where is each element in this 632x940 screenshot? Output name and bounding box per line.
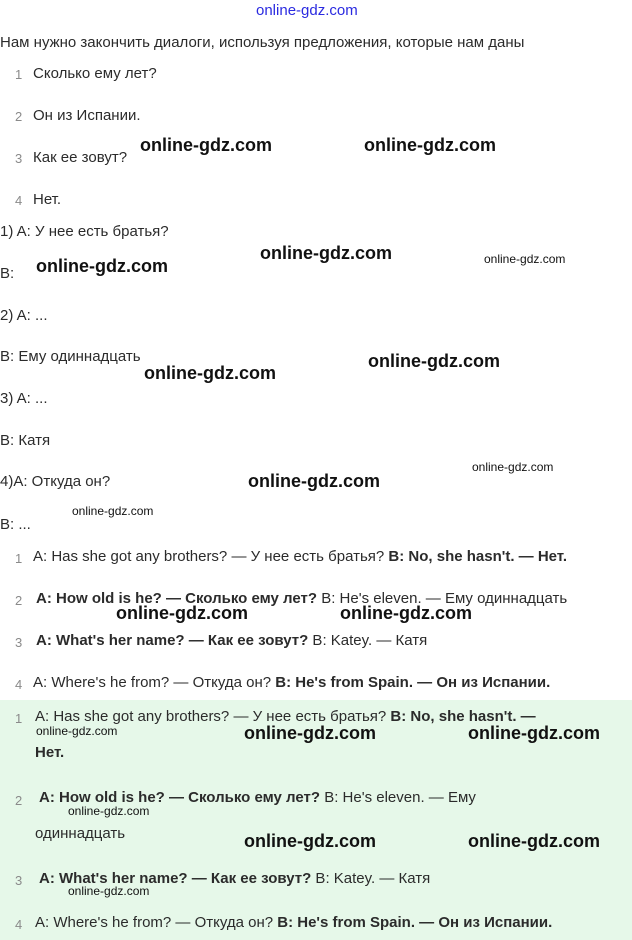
watermark: online-gdz.com bbox=[36, 256, 168, 276]
watermark: online-gdz.com bbox=[368, 351, 500, 371]
answer-plain: B: He's eleven. — Ему одиннадцать bbox=[317, 590, 568, 607]
dialogue-line: B: Катя bbox=[0, 432, 51, 449]
watermark: online-gdz.com bbox=[36, 724, 118, 738]
option-number: 3 bbox=[15, 151, 23, 166]
site-title[interactable]: online-gdz.com bbox=[256, 2, 358, 19]
answer-number: 1 bbox=[15, 551, 23, 566]
final-bold: Нет. bbox=[35, 744, 65, 761]
dialogue-line: 4)A: Откуда он? bbox=[0, 473, 111, 490]
final-plain: A: Has she got any brothers? — У нее есть братья? bbox=[35, 708, 391, 725]
dialogue-line: B: bbox=[0, 265, 15, 282]
watermark: online-gdz.com bbox=[248, 471, 380, 491]
answer-plain: A: Has she got any brothers? — У нее есть братья? bbox=[33, 548, 389, 565]
watermark: online-gdz.com bbox=[468, 831, 600, 851]
watermark: online-gdz.com bbox=[72, 504, 154, 518]
final-bold: A: What's her name? — Как ее зовут? bbox=[39, 870, 312, 887]
answer-bold: B: He's from Spain. — Он из Испании. bbox=[275, 674, 551, 691]
final-plain: A: Where's he from? — Откуда он? bbox=[35, 914, 278, 931]
answer-number: 2 bbox=[15, 593, 23, 608]
watermark: online-gdz.com bbox=[260, 243, 392, 263]
final-row bbox=[35, 914, 552, 931]
answer-bold: A: What's her name? — Как ее зовут? bbox=[36, 632, 309, 649]
watermark: online-gdz.com bbox=[340, 603, 472, 623]
final-number: 3 bbox=[15, 873, 23, 888]
option-text: Он из Испании. bbox=[33, 107, 141, 124]
watermark: online-gdz.com bbox=[244, 831, 376, 851]
watermark: online-gdz.com bbox=[364, 135, 496, 155]
option-text: Нет. bbox=[33, 191, 62, 208]
final-number: 1 bbox=[15, 711, 23, 726]
answer-row bbox=[33, 674, 550, 691]
final-number: 4 bbox=[15, 917, 23, 932]
answer-number: 3 bbox=[15, 635, 23, 650]
watermark: online-gdz.com bbox=[68, 804, 150, 818]
option-text: Как ее зовут? bbox=[33, 149, 128, 166]
final-bold: B: He's from Spain. — Он из Испании. bbox=[277, 914, 553, 931]
final-row-continued bbox=[35, 825, 125, 842]
final-row-continued bbox=[35, 744, 64, 761]
final-bold: B: No, she hasn't. — bbox=[390, 708, 536, 725]
final-plain: B: He's eleven. — Ему bbox=[320, 789, 476, 806]
watermark: online-gdz.com bbox=[244, 723, 376, 743]
option-number: 2 bbox=[15, 109, 23, 124]
option-text: Сколько ему лет? bbox=[33, 65, 157, 82]
answer-row bbox=[33, 548, 567, 565]
option-number: 4 bbox=[15, 193, 23, 208]
dialogue-line: 3) A: ... bbox=[0, 390, 48, 407]
watermark: online-gdz.com bbox=[116, 603, 248, 623]
watermark: online-gdz.com bbox=[468, 723, 600, 743]
intro-text: Нам нужно закончить диалоги, используя предложения, которые нам даны bbox=[0, 34, 525, 51]
watermark: online-gdz.com bbox=[484, 252, 566, 266]
answer-bold: A: How old is he? — Сколько ему лет? bbox=[36, 590, 318, 607]
answer-bold: B: No, she hasn't. — Нет. bbox=[388, 548, 567, 565]
watermark: online-gdz.com bbox=[472, 460, 554, 474]
answer-plain: A: Where's he from? — Откуда он? bbox=[33, 674, 276, 691]
dialogue-line: B: Ему одиннадцать bbox=[0, 348, 141, 365]
final-plain: B: Katey. — Катя bbox=[311, 870, 431, 887]
watermark: online-gdz.com bbox=[140, 135, 272, 155]
dialogue-line: 1) A: У нее есть братья? bbox=[0, 223, 169, 240]
final-bold: A: How old is he? — Сколько ему лет? bbox=[39, 789, 321, 806]
watermark: online-gdz.com bbox=[144, 363, 276, 383]
answer-row bbox=[36, 632, 427, 649]
dialogue-line: 2) A: ... bbox=[0, 307, 48, 324]
final-number: 2 bbox=[15, 793, 23, 808]
dialogue-line: B: ... bbox=[0, 516, 31, 533]
answer-plain: B: Katey. — Катя bbox=[308, 632, 428, 649]
option-number: 1 bbox=[15, 67, 23, 82]
final-plain: одиннадцать bbox=[35, 825, 126, 842]
watermark: online-gdz.com bbox=[68, 884, 150, 898]
answer-number: 4 bbox=[15, 677, 23, 692]
